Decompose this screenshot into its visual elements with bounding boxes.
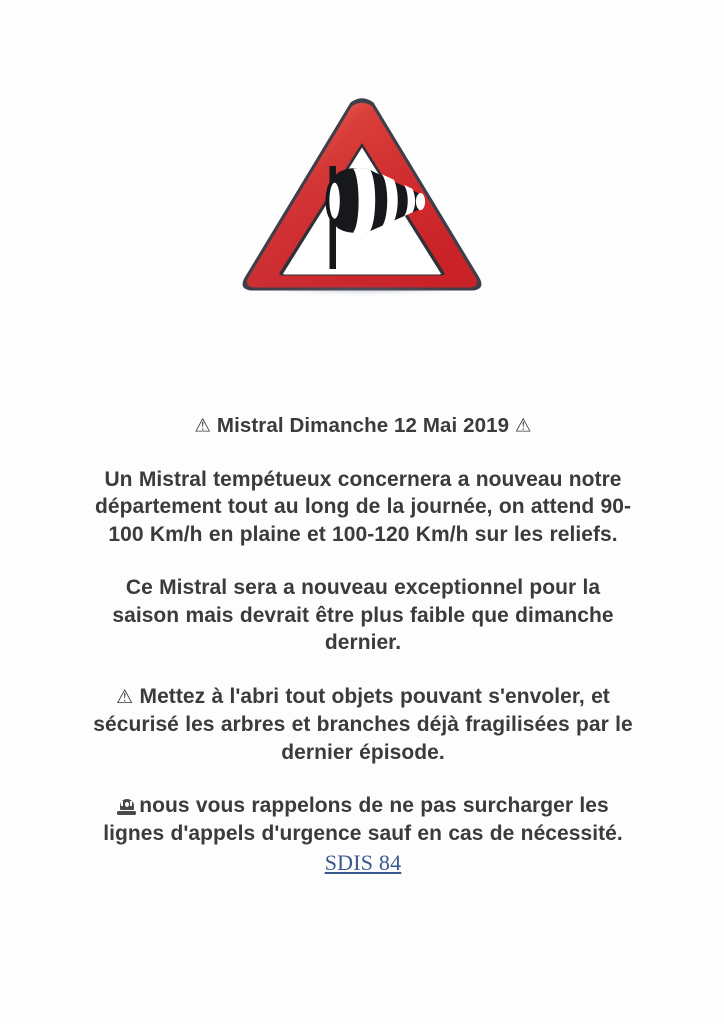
beacon-base — [117, 811, 136, 815]
crosswind-warning-sign-image — [0, 96, 724, 306]
paragraph-forecast: Un Mistral tempétueux concernera a nouveau notre département tout au long de la journée, on attend 90-100 Km/h en plaine et 100-120 Km/h sur les reliefs. — [95, 467, 631, 546]
windsock-tip — [416, 193, 425, 210]
warning-triangle-icon-right: ⚠ — [514, 415, 532, 437]
beacon-ray-left — [121, 801, 123, 806]
paragraph-comparison: Ce Mistral sera a nouveau exceptionnel pour la saison mais devrait être plus faible que dimanche dernier. — [112, 576, 614, 654]
windsock-mouth-inner — [329, 183, 339, 219]
paragraph-emergency-text: nous vous rappelons de ne pas surcharger les lignes d'appels d'urgence sauf en cas de nécessité. — [103, 794, 623, 845]
sign-wrapper — [240, 96, 484, 296]
crosswind-warning-road-sign — [240, 96, 484, 296]
beacon-ray-right — [130, 801, 132, 806]
document-body — [92, 412, 634, 876]
sdis-84-link[interactable]: SDIS 84 — [324, 850, 402, 875]
warning-triangle-icon-left: ⚠ — [194, 415, 212, 437]
warning-triangle-icon: ⚠ — [116, 685, 134, 708]
beacon-eye — [125, 802, 129, 807]
paragraph-advice-text: Mettez à l'abri tout objets pouvant s'envoler, et sécurisé les arbres et branches déjà fragilisées par le dernier épisode. — [93, 684, 633, 764]
paragraph-emergency-lines — [92, 792, 634, 847]
emergency-beacon-icon — [117, 797, 136, 815]
page-title-text: Mistral Dimanche 12 Mai 2019 — [216, 414, 510, 437]
paragraph-advice — [92, 683, 634, 767]
sign-drop-shadow — [274, 286, 450, 294]
page-title — [92, 412, 634, 440]
